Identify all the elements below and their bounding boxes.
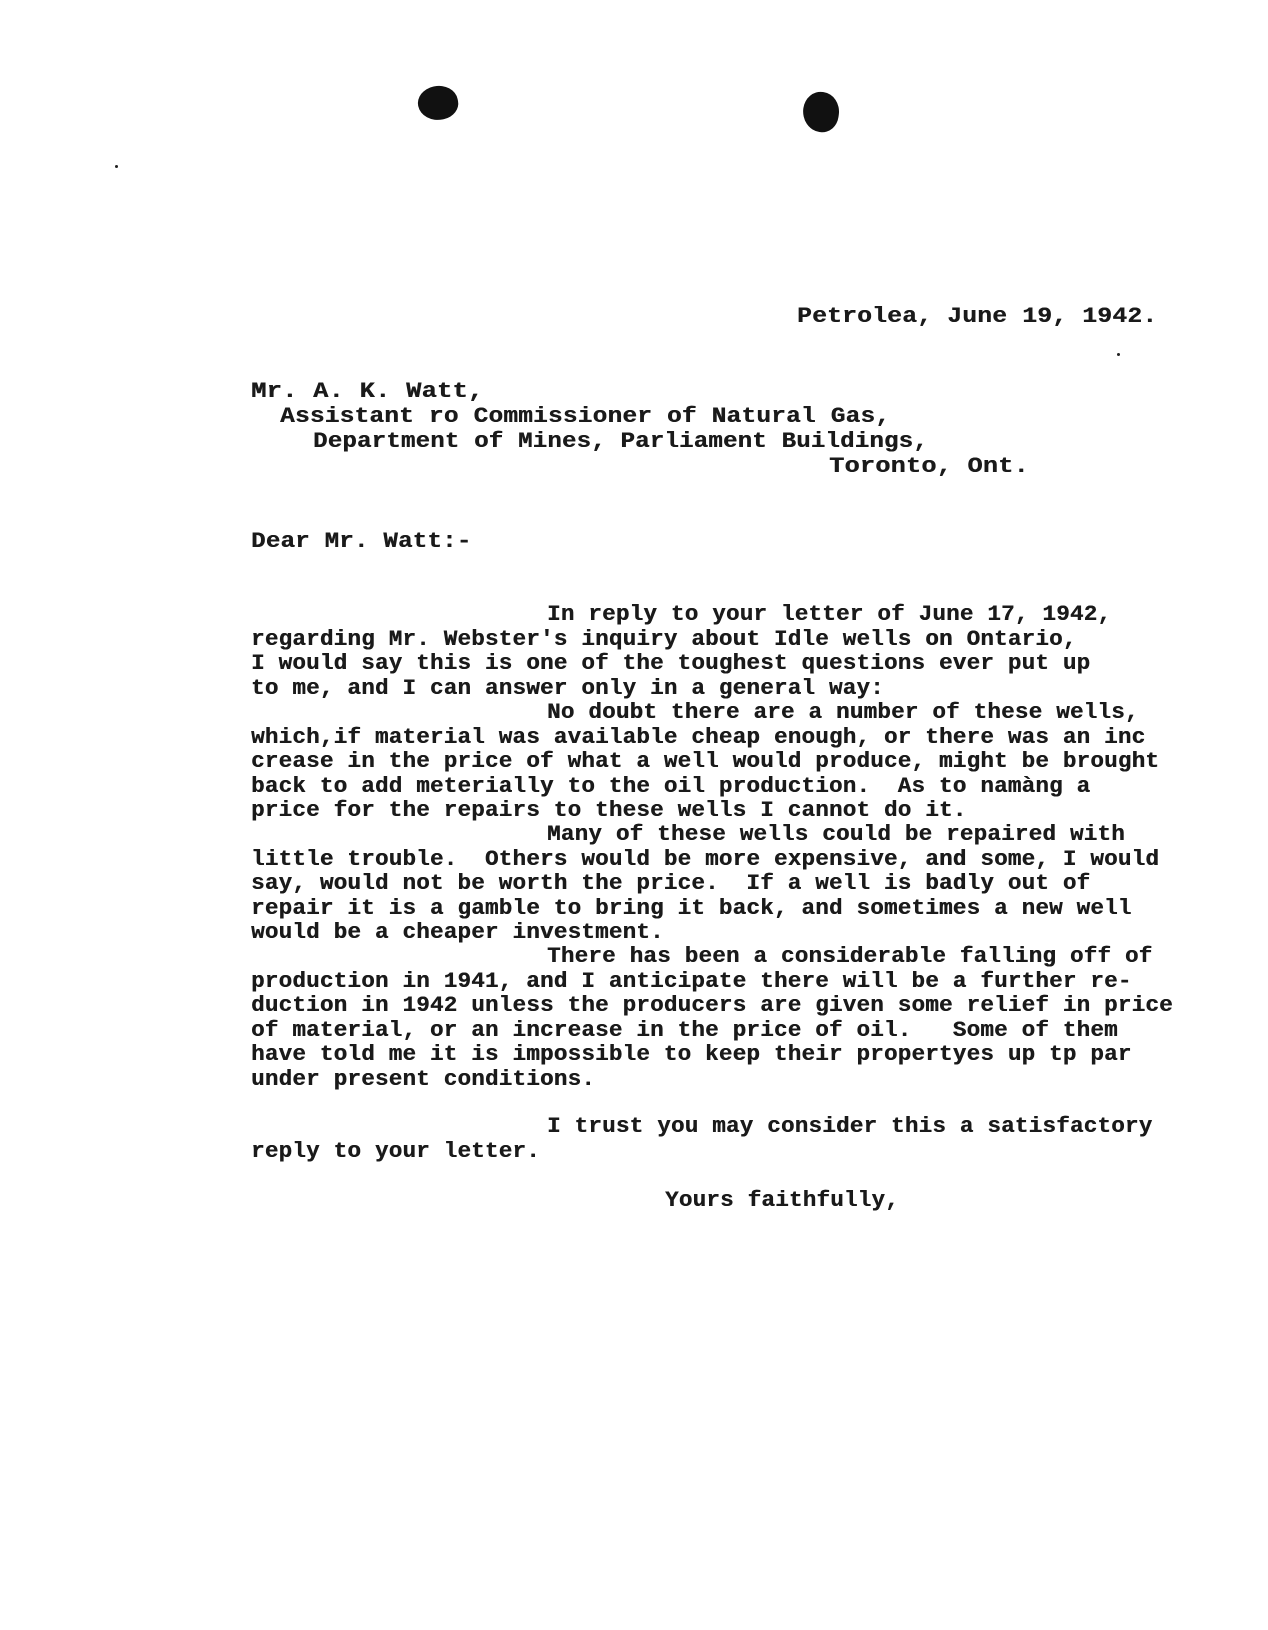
recipient-city: Toronto, Ont.: [829, 453, 1029, 479]
body-line: of material, or an increase in the price of oil. Some of them: [251, 1017, 1118, 1043]
body-line: little trouble. Others would be more expensive, and some, I would: [251, 846, 1160, 872]
body-line: In reply to your letter of June 17, 1942,: [547, 601, 1112, 627]
recipient-department: Department of Mines, Parliament Buildings,: [313, 428, 928, 454]
body-line: No doubt there are a number of these wells,: [547, 699, 1139, 725]
body-line: under present conditions.: [251, 1066, 595, 1092]
dateline: Petrolea, June 19, 1942.: [797, 303, 1158, 329]
salutation: Dear Mr. Watt:-: [251, 528, 472, 554]
body-line: which,if material was available cheap enough, or there was an inc: [251, 724, 1146, 750]
body-line: price for the repairs to these wells I cannot do it.: [251, 797, 967, 823]
recipient-name: Mr. A. K. Watt,: [251, 378, 484, 404]
punch-hole-left: [415, 82, 461, 124]
body-line: would be a cheaper investment.: [251, 919, 664, 945]
closing: Yours faithfully,: [665, 1187, 899, 1213]
paper-speck: [1117, 353, 1120, 356]
body-line: duction in 1942 unless the producers are given some relief in price: [251, 992, 1173, 1018]
body-line: to me, and I can answer only in a general way:: [251, 675, 884, 701]
body-line: There has been a considerable falling off of: [547, 943, 1153, 969]
body-line: crease in the price of what a well would produce, might be brought: [251, 748, 1160, 774]
body-line: repair it is a gamble to bring it back, and sometimes a new well: [251, 895, 1132, 921]
body-line: back to add meterially to the oil production. As to namàng a: [251, 773, 1091, 799]
body-line: reply to your letter.: [251, 1138, 540, 1164]
body-line: have told me it is impossible to keep their propertyes up tp par: [251, 1041, 1132, 1067]
body-line: Many of these wells could be repaired with: [547, 821, 1125, 847]
punch-hole-right: [800, 90, 841, 135]
recipient-title: Assistant ro Commissioner of Natural Gas,: [280, 403, 891, 429]
paper-speck: [115, 165, 118, 168]
body-line: I trust you may consider this a satisfactory: [547, 1113, 1153, 1139]
body-line: say, would not be worth the price. If a well is badly out of: [251, 870, 1091, 896]
body-line: regarding Mr. Webster's inquiry about Idle wells on Ontario,: [251, 626, 1077, 652]
body-line: I would say this is one of the toughest questions ever put up: [251, 650, 1091, 676]
body-line: production in 1941, and I anticipate there will be a further re-: [251, 968, 1132, 994]
